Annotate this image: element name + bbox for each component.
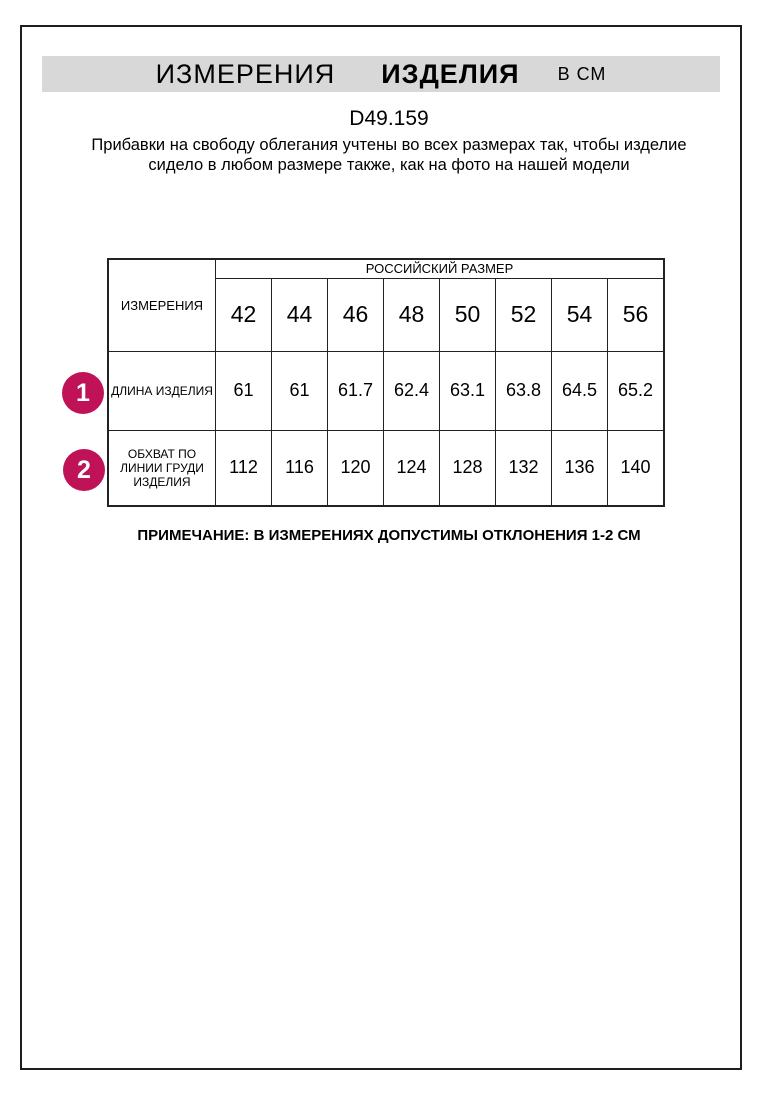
tolerance-note: ПРИМЕЧАНИЕ: В ИЗМЕРЕНИЯХ ДОПУСТИМЫ ОТКЛОНЕНИЯ 1-2 СМ <box>137 527 641 544</box>
model-code: D49.159 <box>349 107 429 130</box>
length-value-56: 65.2 <box>608 351 665 430</box>
length-value-50: 63.1 <box>440 351 496 430</box>
fit-description: Прибавки на свободу облегания учтены во всех размерах так, чтобы изделие сидело в любом размере также, как на фото на нашей модели <box>91 136 687 174</box>
length-value-52: 63.8 <box>496 351 552 430</box>
size-header-48: 48 <box>384 278 440 351</box>
length-value-44: 61 <box>272 351 328 430</box>
length-value-42: 61 <box>216 351 272 430</box>
size-header-52: 52 <box>496 278 552 351</box>
row-label-chest: ОБХВАТ ПО ЛИНИИ ГРУДИ ИЗДЕЛИЯ <box>108 430 216 506</box>
chest-value-42: 112 <box>216 430 272 506</box>
table-corner-header: ИЗМЕРЕНИЯ <box>108 259 216 351</box>
size-header-44: 44 <box>272 278 328 351</box>
chest-value-44: 116 <box>272 430 328 506</box>
russian-size-span-header: РОССИЙСКИЙ РАЗМЕР <box>216 259 665 278</box>
chest-value-46: 120 <box>328 430 384 506</box>
table-row-chest <box>108 430 664 506</box>
size-header-42: 42 <box>216 278 272 351</box>
size-header-56: 56 <box>608 278 665 351</box>
chest-value-50: 128 <box>440 430 496 506</box>
chest-value-48: 124 <box>384 430 440 506</box>
length-value-54: 64.5 <box>552 351 608 430</box>
page-border-frame <box>20 25 742 1070</box>
chest-value-52: 132 <box>496 430 552 506</box>
table-row-length <box>108 351 664 430</box>
row-marker-1-badge: 1 <box>62 372 104 414</box>
size-header-54: 54 <box>552 278 608 351</box>
row-marker-2-badge: 2 <box>63 449 105 491</box>
size-header-50: 50 <box>440 278 496 351</box>
table-row <box>108 259 664 278</box>
title-bar <box>42 56 720 92</box>
page-title-word-product: ИЗДЕЛИЯ <box>381 58 520 89</box>
size-table <box>107 258 665 507</box>
page-title-word-measurements: ИЗМЕРЕНИЯ <box>155 58 336 89</box>
chest-value-56: 140 <box>608 430 665 506</box>
chest-value-54: 136 <box>552 430 608 506</box>
row-label-length: ДЛИНА ИЗДЕЛИЯ <box>108 351 216 430</box>
size-header-46: 46 <box>328 278 384 351</box>
page-title-unit: В СМ <box>557 63 607 84</box>
length-value-46: 61.7 <box>328 351 384 430</box>
length-value-48: 62.4 <box>384 351 440 430</box>
